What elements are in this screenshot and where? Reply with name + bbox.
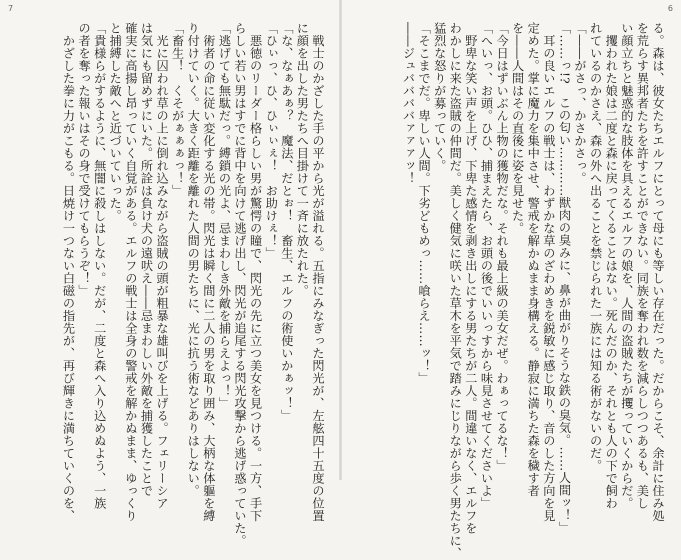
- right-text-line: 「……っ!? この匂い…………獣肉の臭みに、鼻が曲がりそうな鉄の臭気。……人間ッ！」: [557, 22, 572, 534]
- left-text-line: 「畜生！ くそがぁぁぁっ！」: [170, 22, 185, 197]
- right-text-line: を荒らす異邦者たちを許すことができない。同族を奪われ数を減らしつつあるも、美し: [635, 22, 650, 510]
- left-text-line: り付けていく。大きく距離を離れた人間の男たちに、光に抗う術などありはしない。: [186, 22, 201, 497]
- right-text-line: 攫われた娘は二度と森に戻ってくることはない。死んだのか、それとも人の下で飼わ: [604, 22, 619, 510]
- left-text-line: 「貴様らがするように、無闇に殺しはしない。だが、二度と森へ入り込めぬよう、一族: [92, 22, 107, 510]
- right-text-line: 「――がさっ、かさかさっ。: [573, 22, 588, 185]
- right-page-body-text: [401, 22, 665, 560]
- right-text-line: 「へいっ、お頭。ひひ、捕まえたら、お頭の後でいいっすから味見させてくださいよ」: [479, 22, 494, 510]
- left-text-line: は気にも留めずにいた。所詮は負け犬の遠吠え――忌まわしい外敵を捕獲したことで: [139, 22, 154, 497]
- left-text-line: 光に囚われ草の上に倒れ込みながら盗賊の頭が粗暴な雄叫びを上げる。フェリーシア: [155, 22, 170, 510]
- right-text-line: 猛烈な怒りが募っていく。: [432, 22, 447, 172]
- left-text-line: 戦士のかざした手の平から光が溢れる。五指にみなぎった閃光が、左舷四十五度の位置: [311, 22, 325, 522]
- left-text-line: と捕縛した敵へと近づいていった。: [108, 22, 123, 222]
- left-text-line: 悪徳のリーダー格らしい男が驚愕の瞳で、閃光の先に立つ美女を見つける。一方、手下: [248, 22, 263, 522]
- left-text-line: 「逃げても無駄だっ。縛鎖の光よ、忌まわしき外敵を捕らえよっ！」: [217, 22, 232, 410]
- left-page-body-text: [5, 22, 325, 547]
- right-text-line: 「そこまでだ。卑しい人間。下劣どもめっ……喰らえ……ッ！」: [417, 22, 432, 385]
- page-number-left: 7: [8, 4, 14, 13]
- right-text-line: を――人間はその直後に姿を見せた。: [510, 22, 525, 235]
- left-text-line: 確実に高揚し昂っていく自覚がある。エルフの戦士は全身の警戒を解かぬまま、ゆっくり: [123, 22, 138, 522]
- right-text-line: 耳の良いエルフの戦士は、わずかな草のざわめきを鋭敏に感じ取り、音のした方向を見: [541, 22, 556, 522]
- right-text-line: る。森は、彼女たちエルフにとって母にも等しい存在だった。だからこそ、余計に住み処: [651, 22, 665, 522]
- right-text-line: ――ジュババババァァァッ！: [401, 22, 416, 185]
- left-text-line: に顔を出した男たちへ目掛けて一斉に放たれた。: [295, 22, 310, 297]
- right-page: [342, 0, 681, 560]
- left-page: [0, 0, 339, 547]
- right-text-line: 定めた。掌に魔力を集中させ、警戒を解かぬまま身構える。静寂に満ちた森を穢す者: [526, 22, 541, 497]
- left-text-line: らしい若い男はすでに背中を向けて逃げ出し、閃光が追尾する閃光攻撃から逃げ惑っていた。: [233, 22, 248, 547]
- right-text-line: い顔立ちと魅惑的な肢体を具えるエルフの娘を、人間の盗賊たちが攫っていくからだ。: [619, 22, 634, 510]
- left-text-line: 「な、なぁあぁ？ 魔法、だとぉ！ 畜生、エルフの術使いかぁッ！」: [279, 22, 294, 422]
- right-text-line: 「今日はずいぶん上物の獲物だな。それも最上級の美女だぜ。わぁってるな！」: [495, 22, 510, 472]
- left-text-line: かざした拳に力がこもる。日焼け一つない白磁の指先が、再び輝きに満ちていくのを、: [61, 22, 76, 522]
- left-text-line: 「ひぃっ、ひ、ひぃぃぇ！ お助けぇ！」: [264, 22, 279, 260]
- left-text-line: 術者の命に従い変化する光の帯。閃光は瞬く間に二人の男を取り囲み、大柄な体軀を縛: [201, 22, 216, 522]
- right-text-line: れているのかさえ、森の外へ出ることを禁じられた一族には知る術がないのだ。: [588, 22, 603, 472]
- right-text-line: 野卑な笑い声を上げ、下卑た感情を剥き出しにする男たちが二人。間違いなく、エルフを: [463, 22, 478, 535]
- left-text-line: の者を奪った報いはその身で受けてもらうぞ！」: [77, 22, 92, 297]
- right-text-line: わかしに来た盗賊の仲間だ。美しく健気に咲いた草木を平気で踏みにじりながら歩く男たちに、: [448, 22, 463, 560]
- page-number-right: 6: [667, 4, 673, 13]
